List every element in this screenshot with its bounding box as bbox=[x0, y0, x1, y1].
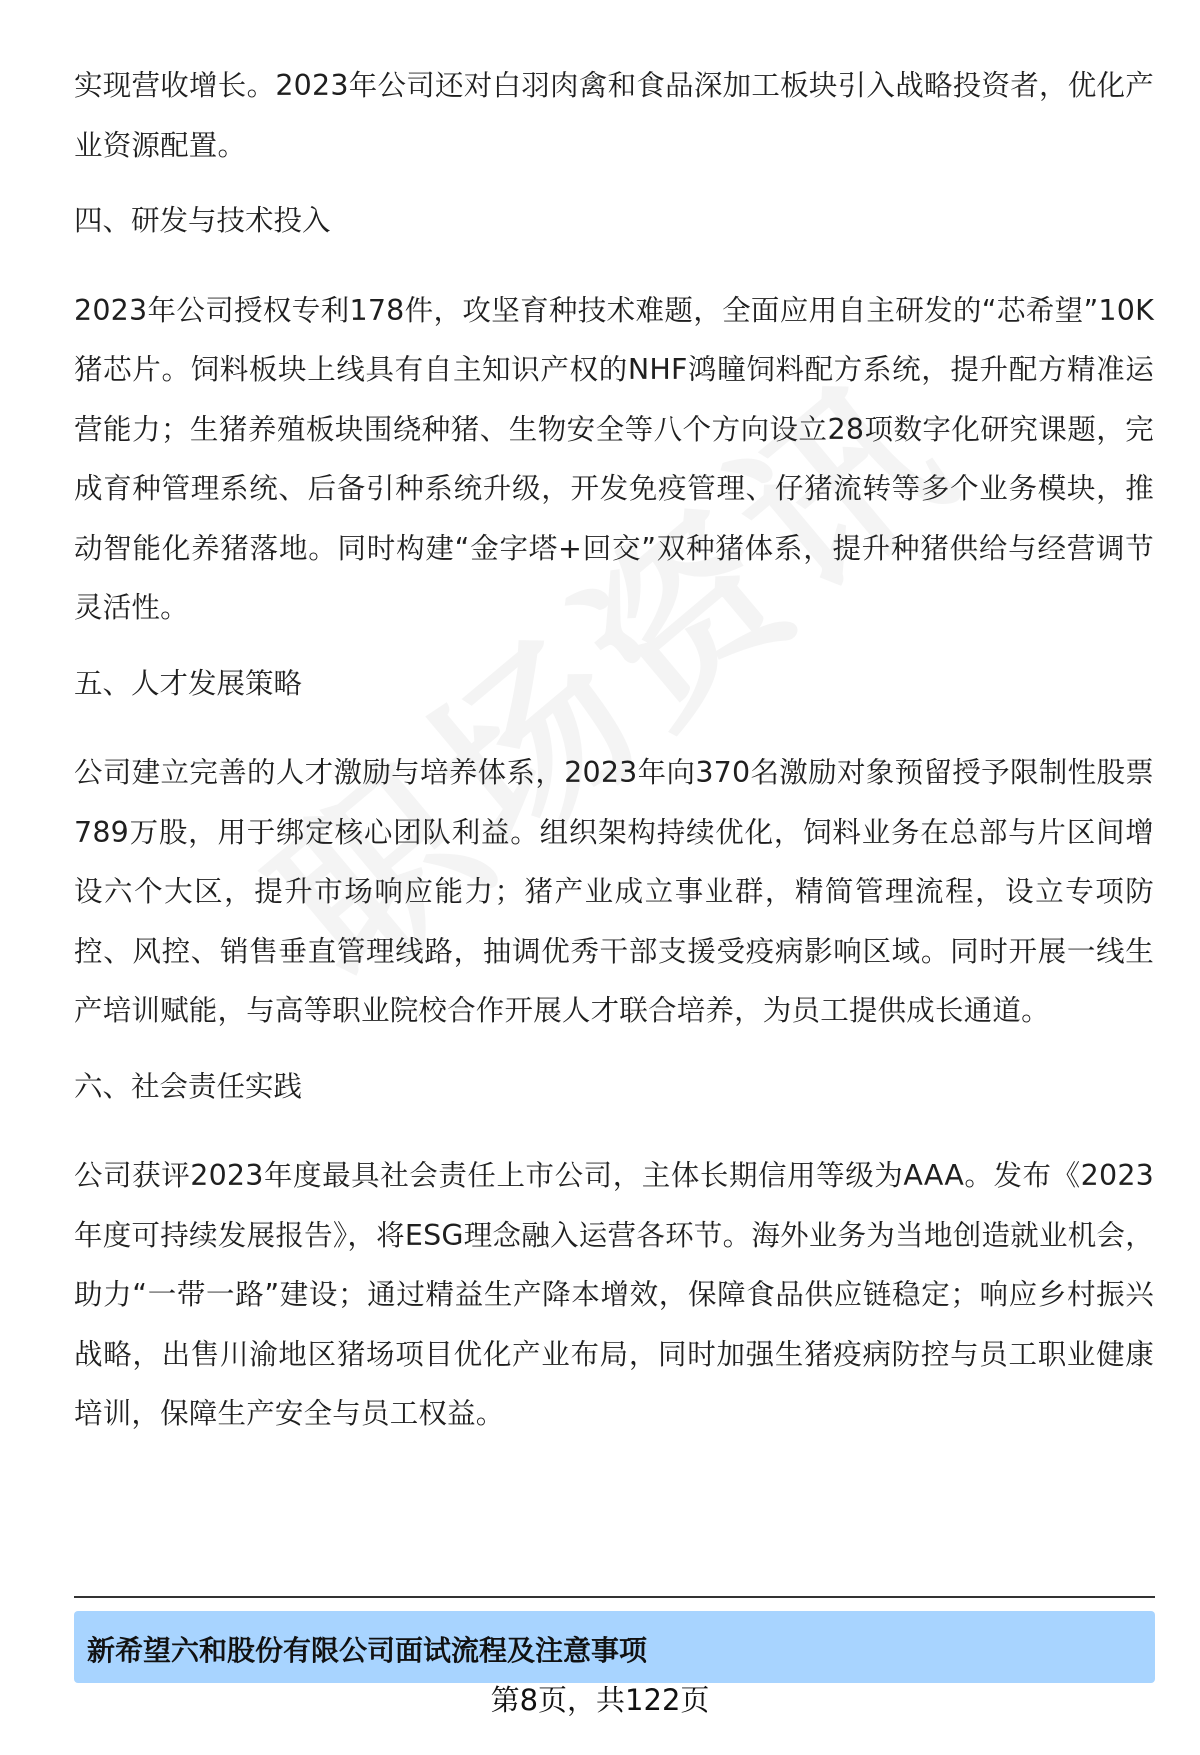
paragraph-rd: 2023年公司授权专利178件，攻坚育种技术难题，全面应用自主研发的“芯希望”10K猪芯片。饲料板块上线具有自主知识产权的NHF鸿瞳饲料配方系统，提升配方精准运营能力；生猪养殖板块围绕种猪、生物安全等八个方向设立28项数字化研究课题，完成育种管理系统、后备引种系统升级，开发免疫管理、仔猪流转等多个业务模块，推动智能化养猪落地。同时构建“金字塔+回交”双种猪体系，提升种猪供给与经营调节灵活性。 bbox=[74, 293, 1154, 624]
document-body bbox=[74, 56, 1154, 1444]
paragraph-intro: 实现营收增长。2023年公司还对白羽肉禽和食品深加工板块引入战略投资者，优化产业资源配置。 bbox=[74, 69, 1154, 162]
section-divider bbox=[74, 1596, 1155, 1598]
page-number: 第8页，共122页 bbox=[490, 1683, 710, 1717]
next-section-banner bbox=[74, 1611, 1155, 1683]
banner-title: 新希望六和股份有限公司面试流程及注意事项 bbox=[87, 1634, 648, 1667]
section-heading-talent: 五、人才发展策略 bbox=[74, 666, 303, 700]
section-heading-csr: 六、社会责任实践 bbox=[74, 1069, 303, 1103]
paragraph-csr: 公司获评2023年度最具社会责任上市公司，主体长期信用等级为AAA。发布《2023年度可持续发展报告》，将ESG理念融入运营各环节。海外业务为当地创造就业机会，助力“一带一路”建设；通过精益生产降本增效，保障食品供应链稳定；响应乡村振兴战略，出售川渝地区猪场项目优化产业布局，同时加强生猪疫病防控与员工职业健康培训，保障生产安全与员工权益。 bbox=[74, 1159, 1154, 1430]
paragraph-talent: 公司建立完善的人才激励与培养体系，2023年向370名激励对象预留授予限制性股票789万股，用于绑定核心团队利益。组织架构持续优化，饲料业务在总部与片区间增设六个大区，提升市场响应能力；猪产业成立事业群，精简管理流程，设立专项防控、风控、销售垂直管理线路，抽调优秀干部支援受疫病影响区域。同时开展一线生产培训赋能，与高等职业院校合作开展人才联合培养，为员工提供成长通道。 bbox=[74, 756, 1154, 1027]
section-heading-rd: 四、研发与技术投入 bbox=[74, 204, 331, 237]
